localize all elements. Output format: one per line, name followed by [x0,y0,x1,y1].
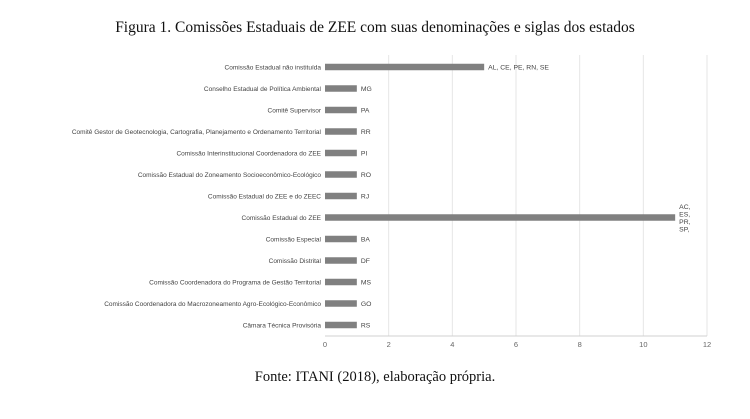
data-label: PI [360,150,368,158]
x-tick-label: 4 [450,340,455,349]
figure-source: Fonte: ITANI (2018), elaboração própria. [254,369,496,385]
bar [325,85,357,92]
x-tick-label: 12 [702,340,712,349]
data-label: BA [360,236,370,244]
category-label: Comissão Coordenadora do Programa de Gestão Territorial [149,279,321,287]
data-label: MG [360,86,372,93]
category-label: Comitê Gestor de Geotecnologia, Cartografia, Planejamento e Ordenamento Territorial [71,129,321,136]
data-label: DF [360,258,370,265]
data-label: SP, [679,226,690,234]
data-label: RJ [360,193,370,201]
data-label: RR [360,129,371,136]
bar [325,257,357,264]
category-label: Comissão Estadual do ZEE [241,215,321,222]
bar [325,322,357,329]
category-label: Comissão Interinstitucional Coordenadora do ZEE [176,150,321,158]
x-tick-label: 8 [577,340,582,349]
category-label: Comissão Estadual do Zoneamento Socioeconômico-Ecológico [137,172,321,179]
data-label: AL, CE, PE, RN, SE [488,64,549,72]
bar [325,193,357,200]
bar [325,236,357,243]
category-label: Comissão Especial [265,236,321,244]
bar [325,150,357,157]
data-label: RO [360,172,372,179]
bar [325,279,357,286]
data-label: PA [360,107,370,115]
category-label: Comissão Coordenadora do Macrozoneamento Agro-Ecológico-Econômico [104,301,321,308]
data-label: AC, [679,203,691,211]
data-label: RS [360,322,371,330]
category-label: Comitê Supervisor [267,107,321,115]
data-label: PR, [679,218,691,226]
category-label: Conselho Estadual de Política Ambiental [203,86,321,93]
bar [325,107,357,114]
data-label: ES, [679,211,691,219]
bar [325,214,675,221]
data-label: MS [360,279,372,287]
bar [325,300,357,307]
bar [325,128,357,135]
x-tick-label: 10 [639,340,648,349]
category-label: Comissão Estadual do ZEE e do ZEEC [207,193,321,201]
figure-title: Figura 1. Comissões Estaduais de ZEE com suas denominações e siglas dos estados [115,19,635,36]
data-label: GO [360,301,372,308]
x-tick-label: 6 [513,340,519,349]
category-label: Câmara Técnica Provisória [242,322,321,330]
category-label: Comissão Estadual não instituída [224,64,321,72]
x-tick-label: 0 [322,340,328,349]
bar [325,64,484,71]
category-label: Comissão Distrital [268,258,321,265]
bar [325,171,357,178]
x-tick-label: 2 [386,340,391,349]
